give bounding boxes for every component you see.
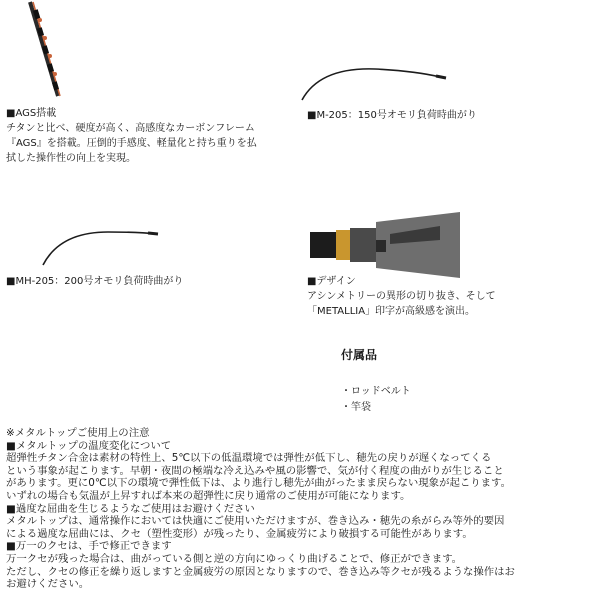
notes-line: があります。更に0℃以下の環境で弾性低下は、より進行し穂先が曲がったまま戻らない現象が起こります。 [6,477,511,490]
ags-line-1: チタンと比べ、硬度が高く、高感度なカーボンフレーム [6,123,255,134]
bent-rod-icon [300,55,450,105]
ags-guide-image [0,0,100,110]
reel-seat-icon [300,210,460,280]
notes-line: いずれの場合も気温が上昇すれば本来の超弾性に戻り通常のご使用が可能になります。 [6,489,411,502]
notes-heading-temperature: ■メタルトップの温度変化について [6,439,172,452]
notes-line: ただし、クセの修正を繰り返しますと金属疲労の原因となりますので、巻き込み等クセが残るような操作はお [6,565,515,578]
notes-line: 万一クセが残った場合は、曲がっている側と逆の方向にゆっくり曲げることで、修正ができます。 [6,552,463,565]
mh205-bend-image [0,210,160,270]
accessory-item-rod-bag: ・竿袋 [341,402,371,413]
notes-line: という事象が起こります。早朝・夜間の極端な冷え込みや風の影響で、気が付く程度の曲がりが生じること [6,464,504,477]
m205-caption: ■M-205：150号オモリ負荷時曲がり [307,110,477,121]
bent-rod-icon [0,210,160,270]
ags-heading: ■AGS搭載 [6,108,57,119]
notes-line: 超弾性チタン合金は素材の特性上、5℃以下の低温環境では弾性が低下し、穂先の戻りが遅くなってくる [6,452,492,465]
accessories-title: 付属品 [341,348,378,362]
design-heading: ■デザイン [307,276,356,287]
m205-bend-image [300,55,450,105]
notes-title: ※メタルトップご使用上の注意 [6,427,150,439]
ags-line-2: 『AGS』を搭載。圧倒的手感度、軽量化と持ち重りを払 [6,138,257,149]
notes-line: による過度な屈曲には、クセ（塑性変形）が残ったり、金属疲労により破損する可能性があります。 [6,527,473,540]
design-line-1: アシンメトリーの異形の切り抜き、そして [307,291,496,302]
notes-line: メタルトップは、通常操作においては快適にご使用いただけますが、巻き込み・穂先の糸がらみ等外的要因 [6,515,505,528]
notes-line: お避けください。 [6,578,90,591]
design-line-2: 「METALLIA」印字が高級感を演出。 [307,306,476,317]
notes-heading-fix: ■万一のクセは、手で修正できます [6,540,172,553]
accessories-list [341,384,411,416]
ags-line-3: 拭した操作性の向上を実現。 [6,153,136,164]
reel-seat-image [300,210,460,280]
notes-heading-bending: ■過度な屈曲を生じるようなご使用はお避けください [6,502,255,515]
metal-top-notes [6,427,596,591]
rod-blank-icon [0,0,100,110]
accessory-item-rod-belt: ・ロッドベルト [341,386,411,397]
mh205-caption: ■MH-205：200号オモリ負荷時曲がり [6,276,184,287]
